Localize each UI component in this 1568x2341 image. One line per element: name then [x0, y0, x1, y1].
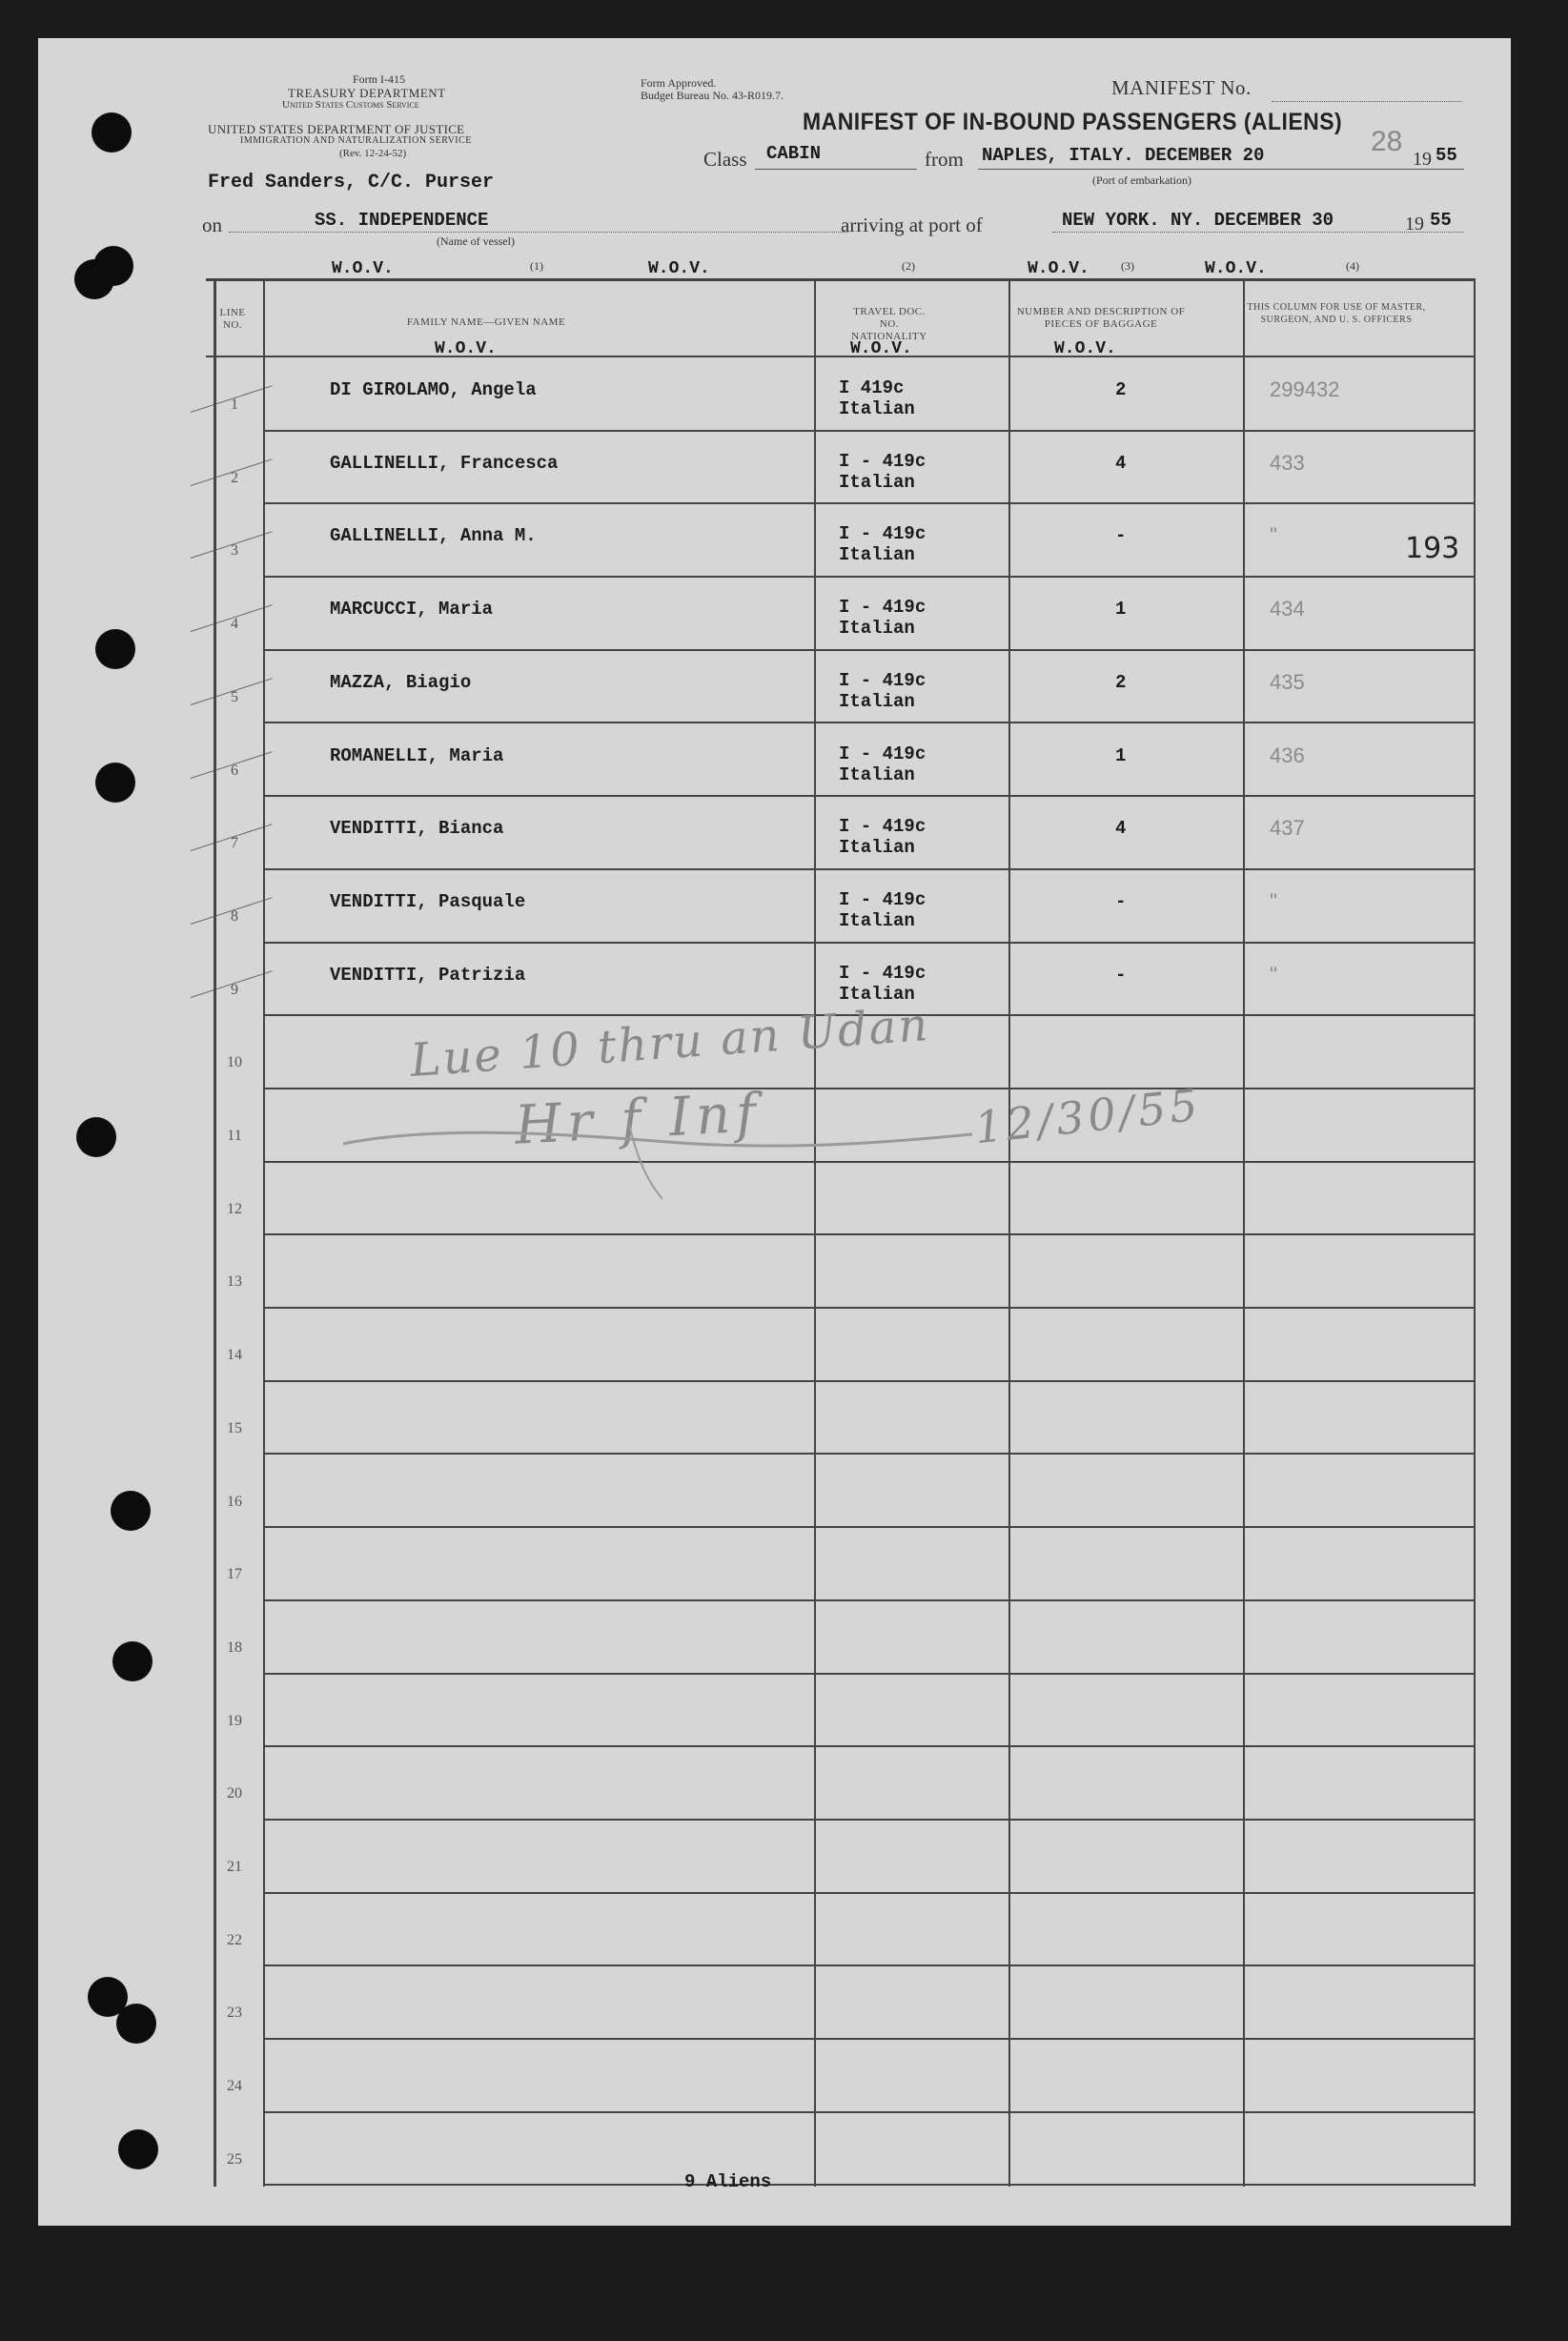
arrival-year-prefix: 19 [1405, 214, 1424, 234]
line-number: 1 [231, 397, 238, 413]
line-number: 2 [231, 469, 238, 486]
revision: (Rev. 12-24-52) [339, 148, 407, 159]
line-number: 18 [227, 1639, 242, 1656]
nationality: Italian [839, 763, 915, 785]
table-row [38, 944, 1511, 1017]
on-label: on [202, 214, 222, 236]
line-number: 19 [227, 1712, 242, 1729]
travel-doc: I - 419c [839, 523, 927, 545]
table-row [38, 1966, 1511, 2040]
table-row [38, 2040, 1511, 2113]
baggage-count: 2 [1115, 379, 1127, 400]
table-row [38, 2113, 1511, 2187]
line-number: 13 [227, 1273, 242, 1291]
passenger-name: GALLINELLI, Francesca [330, 452, 559, 474]
handwritten-signature: Hr f Inf [513, 1082, 764, 1157]
table-row [38, 1821, 1511, 1894]
from-label: from [925, 148, 964, 171]
table-row [38, 870, 1511, 944]
manifest-no-label: MANIFEST No. [1111, 76, 1252, 99]
class-value: CABIN [766, 143, 822, 164]
table-row [38, 1675, 1511, 1748]
col-header-line-no: LINE NO. [219, 307, 246, 331]
signature-stroke-path [343, 1132, 972, 1146]
table-row [38, 651, 1511, 724]
col-header-officers: THIS COLUMN FOR USE OF MASTER, SURGEON, AND U. S. OFFICERS [1247, 302, 1426, 325]
travel-doc: I - 419c [839, 816, 927, 838]
line-number: 25 [227, 2150, 242, 2168]
wov-3: W.O.V. [1028, 259, 1089, 278]
col-num-4: (4) [1346, 259, 1359, 273]
manifest-title: MANIFEST OF IN-BOUND PASSENGERS (ALIENS) [803, 109, 1343, 135]
line-number: 10 [227, 1054, 242, 1071]
column-rule [214, 278, 216, 2187]
nationality: Italian [839, 837, 915, 859]
officer-number: " [1270, 523, 1277, 548]
travel-doc: I - 419c [839, 743, 927, 764]
arrival-value: NEW YORK. NY. DECEMBER 30 [1062, 210, 1334, 231]
passenger-name: VENDITTI, Patrizia [330, 964, 526, 986]
baggage-count: 1 [1115, 744, 1127, 766]
nationality: Italian [839, 909, 915, 931]
table-row [38, 1309, 1511, 1382]
from-year: 55 [1436, 145, 1457, 166]
officer-number: 433 [1270, 450, 1305, 475]
table-top-rule [206, 278, 1474, 281]
page-number: 193 [1405, 532, 1460, 565]
total-aliens: 9 Aliens [684, 2171, 772, 2192]
table-row [38, 358, 1511, 432]
line-number: 12 [227, 1200, 242, 1217]
port-embarkation-caption: (Port of embarkation) [1092, 173, 1191, 187]
arrival-year: 55 [1430, 210, 1452, 231]
row-rule [263, 2184, 1474, 2186]
baggage-count: 4 [1115, 818, 1127, 840]
travel-doc: I - 419c [839, 962, 927, 984]
nationality: Italian [839, 398, 915, 419]
line-number: 16 [227, 1493, 242, 1510]
handwritten-28: 28 [1371, 126, 1403, 157]
col-header-name: FAMILY NAME—GIVEN NAME [406, 316, 566, 328]
nationality: Italian [839, 983, 915, 1005]
wov-4: W.O.V. [1205, 259, 1267, 278]
handwritten-date: 12/30/55 [971, 1078, 1204, 1154]
line-number: 6 [231, 762, 238, 779]
line-number: 23 [227, 2005, 242, 2022]
form-approved: Form Approved. [641, 76, 717, 90]
passenger-name: DI GIROLAMO, Angela [330, 379, 537, 400]
column-rule [1474, 278, 1476, 2187]
baggage-count: - [1115, 525, 1127, 547]
line-number: 14 [227, 1347, 242, 1364]
wov-1: W.O.V. [332, 259, 394, 278]
purser: Fred Sanders, C/C. Purser [208, 172, 495, 193]
table-row [38, 578, 1511, 651]
table-row [38, 1747, 1511, 1821]
officer-number: 437 [1270, 816, 1305, 841]
col-header-bag-wov: W.O.V. [1054, 339, 1116, 358]
header-bottom-rule [206, 356, 1474, 357]
col-header-doc-wov: W.O.V. [850, 339, 912, 358]
line-number: 7 [231, 835, 238, 852]
passenger-name: GALLINELLI, Anna M. [330, 525, 537, 547]
signature-stroke-path [629, 1125, 662, 1199]
column-rule [1243, 278, 1245, 2187]
line-number: 8 [231, 907, 238, 925]
baggage-count: 1 [1115, 599, 1127, 621]
wov-2: W.O.V. [648, 259, 710, 278]
line-number: 20 [227, 1785, 242, 1802]
col-num-1: (1) [530, 259, 543, 273]
vessel-name: SS. INDEPENDENCE [315, 210, 489, 231]
table-row [38, 1528, 1511, 1601]
col-header-baggage: NUMBER AND DESCRIPTION OF PIECES OF BAGGAGE [1016, 306, 1186, 330]
manifest-sheet [38, 38, 1511, 2226]
table-row [38, 724, 1511, 798]
table-row [38, 504, 1511, 578]
column-rule [1008, 278, 1010, 2187]
nationality: Italian [839, 690, 915, 712]
travel-doc: I - 419c [839, 669, 927, 691]
officer-number: " [1270, 888, 1277, 913]
travel-doc: I - 419c [839, 888, 927, 910]
ins-name: IMMIGRATION AND NATURALIZATION SERVICE [240, 135, 472, 146]
from-year-prefix: 19 [1413, 149, 1432, 170]
officer-number: 434 [1270, 597, 1305, 621]
table-row [38, 1235, 1511, 1309]
line-number: 5 [231, 688, 238, 705]
line-number: 17 [227, 1566, 242, 1583]
passenger-name: MARCUCCI, Maria [330, 599, 494, 621]
officer-number: 435 [1270, 669, 1305, 694]
table-row [38, 1601, 1511, 1675]
line-number: 21 [227, 1859, 242, 1875]
line-number: 4 [231, 616, 238, 633]
passenger-name: ROMANELLI, Maria [330, 744, 504, 766]
line-number: 15 [227, 1419, 242, 1436]
budget-bureau: Budget Bureau No. 43-R019.7. [641, 89, 784, 102]
line-number: 9 [231, 981, 238, 998]
baggage-count: 4 [1115, 452, 1127, 474]
department-name: TREASURY DEPARTMENT [288, 86, 446, 100]
travel-doc: I - 419c [839, 597, 927, 619]
officer-number: 436 [1270, 743, 1305, 767]
travel-doc: I 419c [839, 377, 905, 398]
arriving-label: arriving at port of [841, 214, 983, 236]
passenger-name: VENDITTI, Bianca [330, 818, 504, 840]
col-num-2: (2) [902, 259, 915, 273]
from-value: NAPLES, ITALY. DECEMBER 20 [982, 145, 1265, 166]
baggage-count: - [1115, 964, 1127, 986]
column-rule [814, 278, 816, 2187]
line-number: 24 [227, 2078, 242, 2095]
col-header-travel-doc: TRAVEL DOC. NO. NATIONALITY [851, 306, 927, 342]
line-number: 22 [227, 1931, 242, 1948]
customs-service: United States Customs Service [282, 99, 419, 111]
officer-number: 299432 [1270, 377, 1340, 401]
handwritten-note: Lue 10 thru an Udan [408, 998, 931, 1088]
form-number: Form I-415 [353, 72, 405, 86]
col-header-name-wov: W.O.V. [435, 339, 497, 358]
table-row [38, 1894, 1511, 1967]
class-label: Class [703, 148, 747, 171]
table-row [38, 1455, 1511, 1529]
table-row [38, 797, 1511, 870]
col-num-3: (3) [1121, 259, 1134, 273]
table-row [38, 1382, 1511, 1455]
nationality: Italian [839, 618, 915, 640]
table-row [38, 432, 1511, 505]
nationality: Italian [839, 471, 915, 493]
passenger-name: VENDITTI, Pasquale [330, 890, 526, 912]
nationality: Italian [839, 544, 915, 566]
column-rule [263, 278, 265, 2187]
signature-stroke [324, 1087, 991, 1201]
dept-justice: UNITED STATES DEPARTMENT OF JUSTICE [208, 122, 465, 136]
baggage-count: - [1115, 890, 1127, 912]
travel-doc: I - 419c [839, 450, 927, 472]
vessel-caption: (Name of vessel) [437, 234, 515, 248]
officer-number: " [1270, 962, 1277, 987]
line-number: 3 [231, 542, 238, 560]
line-number: 11 [227, 1128, 242, 1144]
baggage-count: 2 [1115, 671, 1127, 693]
passenger-name: MAZZA, Biagio [330, 671, 472, 693]
